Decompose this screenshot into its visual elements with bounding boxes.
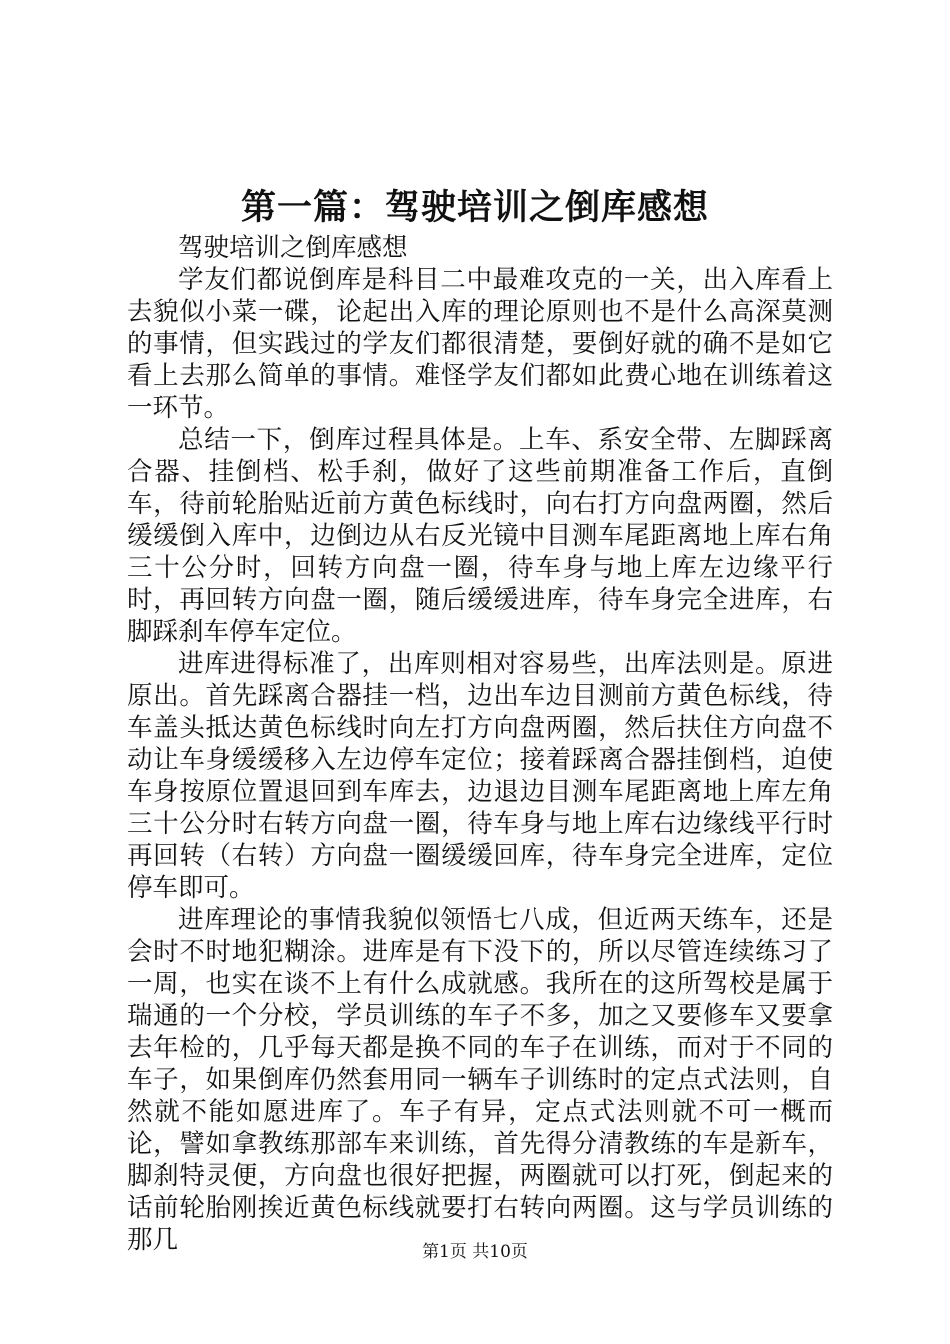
subtitle-line: 驾驶培训之倒库感想 xyxy=(178,233,408,263)
document-body xyxy=(127,232,833,1256)
paragraph-4: 进库理论的事情我貌似领悟七八成，但近两天练车，还是会时不时地犯糊涂。进库是有下没下的，所以尽管连续练习了一周，也实在谈不上有什么成就感。我所在的这所驾校是属于瑞通的一个分校，学员训练的车子不多，加之又要修车又要拿去年检的，几乎每天都是换不同的车子在训练，而对于不同的车子，如果倒库仍然套用同一辆车子训练时的定点式法则，自然就不能如愿进库了。车子有异，定点式法则就不可一概而论，譬如拿教练那部车来训练，首先得分清教练的车是新车，脚刹特灵便，方向盘也很好把握，两圈就可以打死，倒起来的话前轮胎刚挨近黄色标线就要打右转向两圈。这与学员训练的那几 xyxy=(127,905,833,1255)
page-footer: 第1页 共10页 xyxy=(422,1242,528,1262)
paragraph-1: 学友们都说倒库是科目二中最难攻克的一关，出入库看上去貌似小菜一碟，论起出入库的理论原则也不是什么高深莫测的事情，但实践过的学友们都很清楚，要倒好就的确不是如它看上去那么简单的事情。难怪学友们都如此费心地在训练着这一环节。 xyxy=(127,265,833,423)
document-title: 第一篇：驾驶培训之倒库感想 xyxy=(240,188,709,228)
paragraph-3: 进库进得标准了，出库则相对容易些，出库法则是。原进原出。首先踩离合器挂一档，边出车边目测前方黄色标线，待车盖头抵达黄色标线时向左打方向盘两圈，然后扶住方向盘不动让车身缓缓移入左边停车定位；接着踩离合器挂倒档，迫使车身按原位置退回到车库去，边退边目测车尾距离地上库左角三十公分时右转方向盘一圈，待车身与地上库右边缘线平行时再回转（右转）方向盘一圈缓缓回库，待车身完全进库，定位停车即可。 xyxy=(127,649,833,903)
paragraph-2: 总结一下，倒库过程具体是。上车、系安全带、左脚踩离合器、挂倒档、松手刹，做好了这些前期准备工作后，直倒车，待前轮胎贴近前方黄色标线时，向右打方向盘两圈，然后缓缓倒入库中，边倒边从右反光镜中目测车尾距离地上库右角三十公分时，回转方向盘一圈，待车身与地上库左边缘平行时，再回转方向盘一圈，随后缓缓进库，待车身完全进库，右脚踩刹车停车定位。 xyxy=(127,425,833,647)
